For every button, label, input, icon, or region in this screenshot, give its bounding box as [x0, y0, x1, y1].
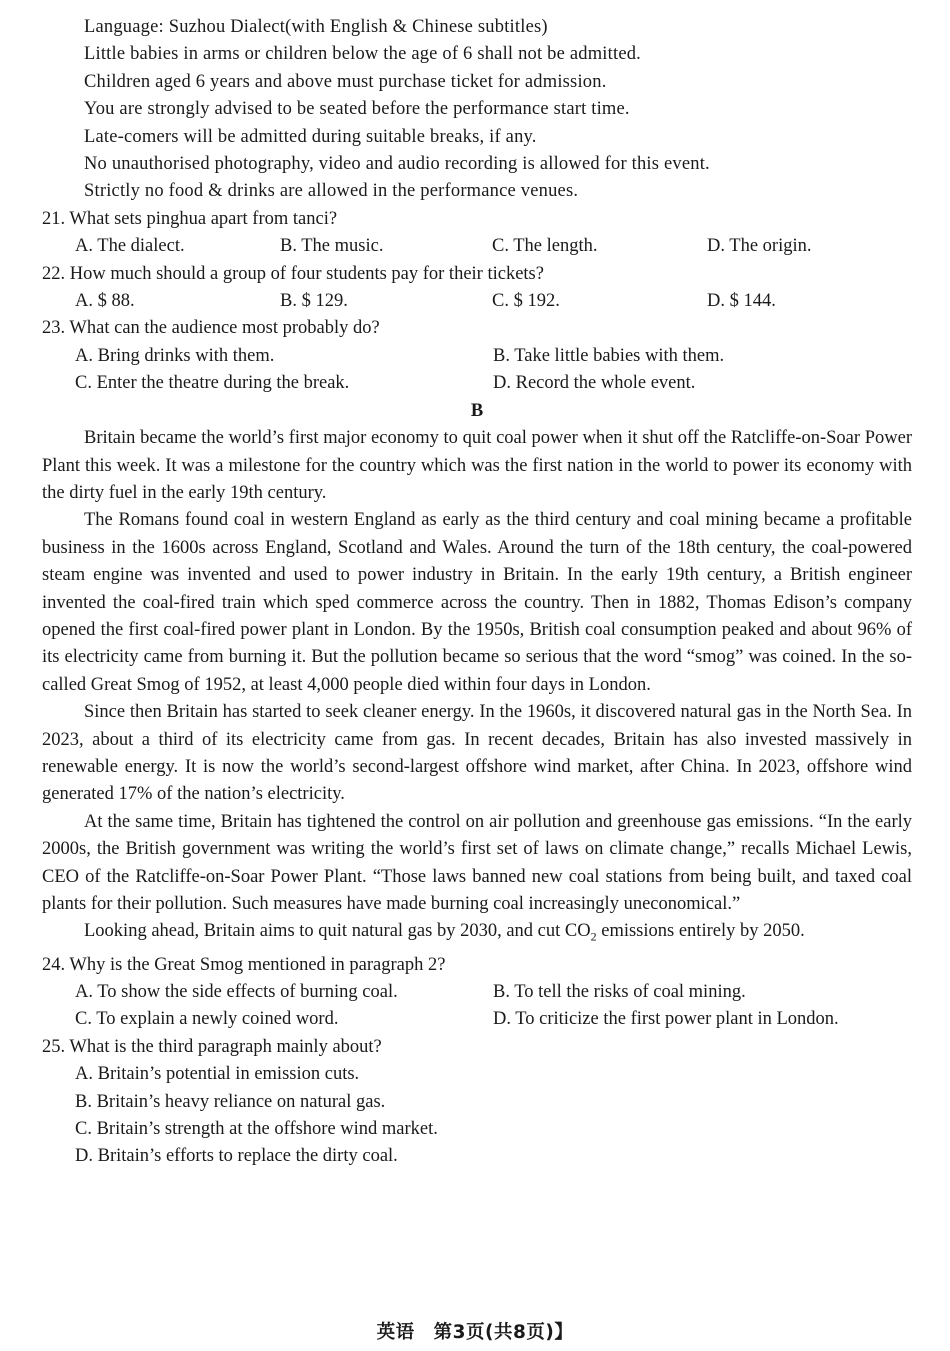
question-stem: 24. Why is the Great Smog mentioned in paragraph 2?	[42, 954, 446, 975]
question-25	[42, 1034, 912, 1171]
section-title: B	[470, 400, 484, 421]
exam-page	[42, 14, 912, 1171]
options-row	[42, 233, 912, 260]
subscript-2: 2	[590, 930, 597, 945]
option-a: A. $ 88.	[75, 291, 135, 312]
notice-line: Late-comers will be admitted during suitable breaks, if any.	[84, 126, 537, 147]
page-footer: 英语 第3页(共8页)】	[376, 1322, 574, 1343]
question-stem: 22. How much should a group of four students pay for their tickets?	[42, 263, 544, 284]
question-stem: 25. What is the third paragraph mainly about?	[42, 1036, 382, 1057]
option-b: B. Britain’s heavy reliance on natural gas.	[75, 1091, 386, 1112]
notice-line: Children aged 6 years and above must purchase ticket for admission.	[84, 71, 607, 92]
notice-block	[42, 14, 912, 206]
option-d: D. The origin.	[707, 236, 812, 257]
option-c: C. $ 192.	[492, 291, 560, 312]
notice-line: Strictly no food & drinks are allowed in the performance venues.	[84, 181, 579, 202]
option-d: D. Record the whole event.	[493, 373, 696, 394]
passage-b	[42, 425, 912, 951]
option-d: D. To criticize the first power plant in London.	[493, 1009, 839, 1030]
options-row	[42, 1006, 912, 1033]
option-d: D. Britain’s efforts to replace the dirty coal.	[75, 1146, 398, 1167]
passage-paragraph	[42, 918, 912, 951]
question-24	[42, 952, 912, 1034]
passage-paragraph: At the same time, Britain has tightened the control on air pollution and greenhouse gas emissions. “In the early 2000s, the British government was writing the world’s first set of laws on climate change,” recalls Michael Lewis, CEO of the Ratcliffe-on-Soar Power Plant. “Those laws banned new coal stations from being built, and taxed coal plants for their pollution. Such measures have made burning coal increasingly uneconomical.”	[42, 811, 912, 914]
options-row	[42, 370, 912, 397]
notice-line: You are strongly advised to be seated before the performance start time.	[84, 99, 630, 120]
options-row	[42, 979, 912, 1006]
option-b: B. $ 129.	[280, 291, 348, 312]
paragraph-text: Looking ahead, Britain aims to quit natural gas by 2030, and cut CO	[84, 921, 591, 942]
option-b: B. Take little babies with them.	[493, 345, 725, 366]
question-stem: 21. What sets pinghua apart from tanci?	[42, 208, 338, 229]
options-row	[42, 288, 912, 315]
option-a: A. Britain’s potential in emission cuts.	[75, 1064, 360, 1085]
question-22	[42, 261, 912, 316]
passage-paragraph: Britain became the world’s first major economy to quit coal power when it shut off the Ratcliffe-on-Soar Power Plant this week. It was a milestone for the country which was the first nation in the world to power its economy with the dirty fuel in the early 19th century.	[42, 428, 912, 503]
notice-line: Little babies in arms or children below the age of 6 shall not be admitted.	[84, 44, 642, 65]
option-d: D. $ 144.	[707, 291, 776, 312]
option-b: B. The music.	[280, 236, 384, 257]
option-a: A. Bring drinks with them.	[75, 345, 275, 366]
option-a: A. To show the side effects of burning coal.	[75, 981, 398, 1002]
passage-paragraph: Since then Britain has started to seek cleaner energy. In the 1960s, it discovered natural gas in the North Sea. In 2023, about a third of its electricity came from gas. In recent decades, Britain has also invested massively in renewable energy. It is now the world’s second-largest offshore wind market, after China. In 2023, offshore wind generated 17% of the nation’s electricity.	[42, 702, 912, 805]
option-c: C. The length.	[492, 236, 598, 257]
options-row	[42, 343, 912, 370]
paragraph-text: emissions entirely by 2050.	[596, 921, 805, 942]
question-23	[42, 315, 912, 397]
option-a: A. The dialect.	[75, 236, 185, 257]
passage-paragraph: The Romans found coal in western England as early as the third century and coal mining became a profitable business in the 1600s across England, Scotland and Wales. Around the turn of the 18th century, the coal-powered steam engine was invented and used to power industry in Britain. In the early 19th century, a British engineer invented the coal-fired train which sped commerce across the country. Then in 1882, Thomas Edison’s company opened the first coal-fired power plant in London. By the 1950s, British coal consumption peaked and about 96% of its electricity came from burning it. But the pollution became so serious that the word “smog” was coined. In the so-called Great Smog of 1952, at least 4,000 people died within four days in London.	[42, 510, 912, 695]
option-b: B. To tell the risks of coal mining.	[493, 981, 746, 1002]
option-c: C. To explain a newly coined word.	[75, 1009, 339, 1030]
option-c: C. Enter the theatre during the break.	[75, 373, 350, 394]
notice-line: Language: Suzhou Dialect(with English & Chinese subtitles)	[84, 17, 548, 37]
question-21	[42, 206, 912, 261]
notice-line: No unauthorised photography, video and audio recording is allowed for this event.	[84, 154, 710, 175]
question-stem: 23. What can the audience most probably do?	[42, 318, 380, 339]
option-c: C. Britain’s strength at the offshore wind market.	[75, 1118, 438, 1139]
